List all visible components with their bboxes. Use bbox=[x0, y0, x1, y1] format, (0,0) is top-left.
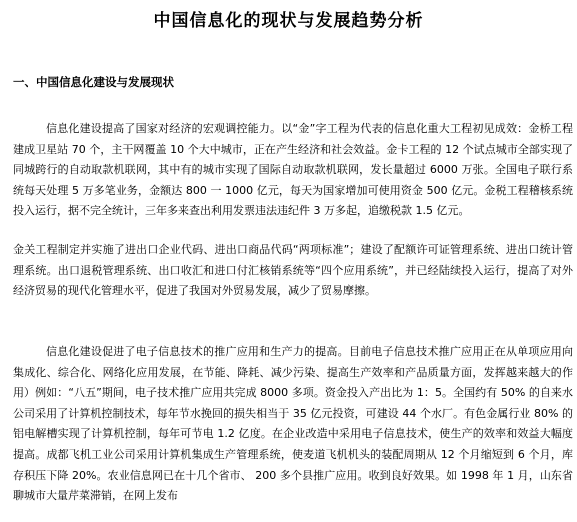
body-paragraph: 信息化建设提高了国家对经济的宏观调控能力。以“金”字工程为代表的信息化重大工程初见成效：金桥工程建成卫星站 70 个，主干网覆盖 10 个大中城市，正在产生经济和社会效益。金卡工程的 12 个试点城市全部实现了同城跨行的自动取款机联网，其中有的城市实现了国际自动取款机联网，发长量超过 6000 万张。全国电子联行系统每天处理 5 万多笔业务，金额达 800 一 1000 亿元，每天为国家增加可使用资金 500 亿元。金税工程稽核系统投入运行，据不完全统计，三年多来查出利用发票违法违纪件 3 万多起，追缴税款 1.5 亿元。 bbox=[13, 122, 573, 218]
document-title: 中国信息化的现状与发展趋势分析 bbox=[153, 11, 424, 31]
body-paragraph: 信息化建设促进了电子信息技术的推广应用和生产力的提高。目前电子信息技术推广应用正在从单项应用向集成化、综合化、网络化应用发展，在节能、降耗、减少污染、提高生产效率和产品质量方面，发挥越来越大的作用）例如：“八五”期间，电子技术推广应用共完成 8000 多项。资金投入产出比为 1：5。全国约有 50% 的自来水公司采用了计算机控制技术，每年节水挽回的损失相当于 35 亿元投资，可建设 44 个水厂。有色金属行业 80% 的铝电解槽实现了计算机控制，每年可节电 1.2 亿度。在企业改造中采用电子信息技术，使生产的效率和效益大幅度提高。成都飞机工业公司采用计算机集成生产管理系统，使麦道飞机机头的装配周期从 12 个月缩短到 6 个月，库存积压下降 20%。农业信息网已在十几个省市、 200 多个县推广应用。收到良好效果。如 1998 年 1 月，山东省聊城市大量芹菜滞销，在网上发布 bbox=[13, 345, 573, 503]
section-heading: 一、中国信息化建设与发展现状 bbox=[13, 75, 174, 89]
body-paragraph: 金关工程制定并实施了进出口企业代码、进出口商品代码“两项标准”；建设了配额许可证管理系统、进出口统计管理系统。出口退税管理系统、出口收汇和进口付汇核销系统等“四个应用系统”，并已经陆续投入运行，提高了对外经济贸易的现代化管理水平，促进了我国对外贸易发展，减少了贸易摩擦。 bbox=[13, 243, 573, 298]
